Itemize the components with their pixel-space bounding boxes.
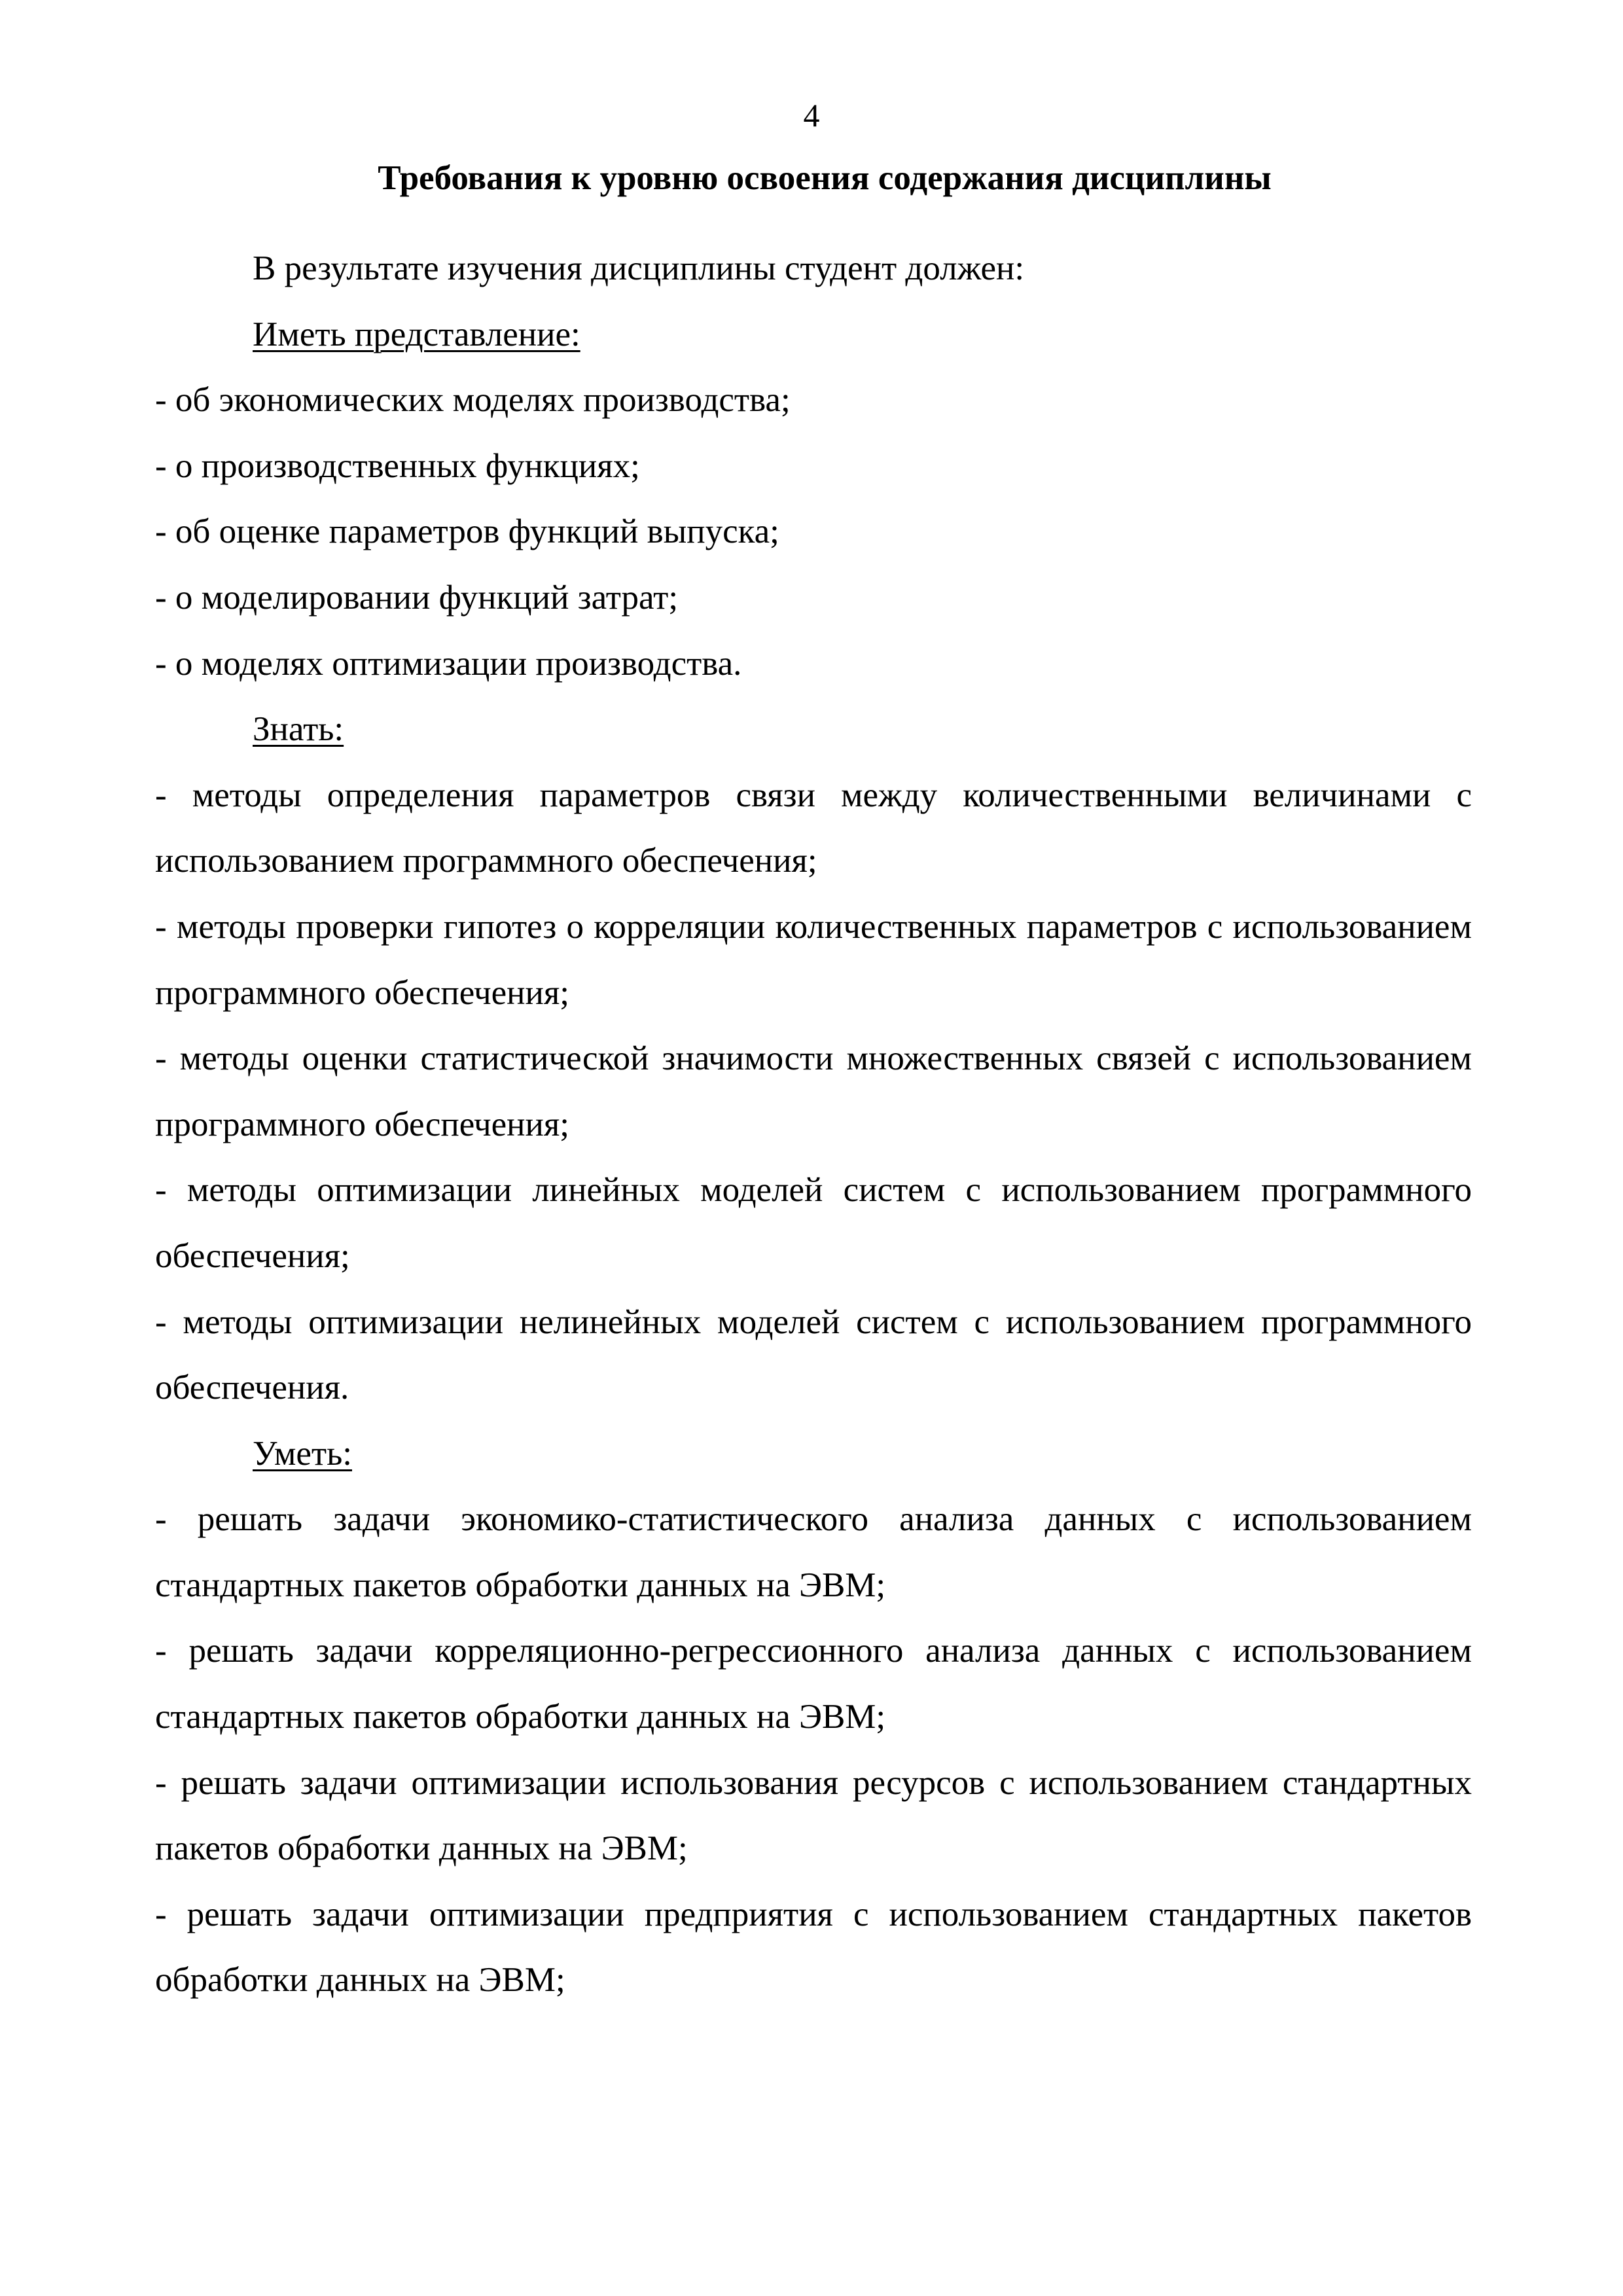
know-heading — [155, 696, 1472, 762]
section-title: Требования к уровню освоения содержания дисциплины — [378, 159, 1272, 197]
list-item: - решать задачи оптимизации предприятия с использованием стандартных пакетов обработки данных на ЭВМ; — [155, 1895, 1472, 2000]
page-content — [155, 236, 1472, 2013]
know-heading-text: Знать: — [253, 710, 344, 749]
be-able-heading — [155, 1421, 1472, 1487]
list-item: - методы оценки статистической значимости множественных связей с использованием программного обеспечения; — [155, 1039, 1472, 1143]
page-number: 4 — [803, 97, 820, 134]
intro-paragraph: В результате изучения дисциплины студент должен: — [253, 249, 1025, 287]
list-item: - методы определения параметров связи между количественными величинами с использованием программного обеспечения; — [155, 776, 1472, 880]
list-item: - об оценке параметров функций выпуска; — [155, 512, 779, 551]
list-item: - решать задачи корреляционно-регрессионного анализа данных с использованием стандартных пакетов обработки данных на ЭВМ; — [155, 1632, 1472, 1736]
list-item: - о моделях оптимизации производства. — [155, 644, 742, 683]
list-item: - об экономических моделях производства; — [155, 381, 791, 420]
list-item: - методы оптимизации линейных моделей систем с использованием программного обеспечения; — [155, 1171, 1472, 1275]
list-item: - о моделировании функций затрат; — [155, 578, 679, 617]
list-item: - о производственных функциях; — [155, 446, 640, 485]
have-idea-heading-text: Иметь представление: — [253, 315, 580, 353]
have-idea-heading — [155, 302, 1472, 368]
have-idea-list — [155, 367, 1472, 696]
know-list — [155, 762, 1472, 1421]
be-able-heading-text: Уметь: — [253, 1434, 352, 1473]
list-item: - решать задачи экономико-статистического анализа данных с использованием стандартных пакетов обработки данных на ЭВМ; — [155, 1500, 1472, 1604]
list-item: - решать задачи оптимизации использования ресурсов с использованием стандартных пакетов обработки данных на ЭВМ; — [155, 1763, 1472, 1868]
be-able-list — [155, 1486, 1472, 2013]
list-item: - методы оптимизации нелинейных моделей систем с использованием программного обеспечения. — [155, 1302, 1472, 1407]
list-item: - методы проверки гипотез о корреляции количественных параметров с использованием программного обеспечения; — [155, 907, 1472, 1012]
